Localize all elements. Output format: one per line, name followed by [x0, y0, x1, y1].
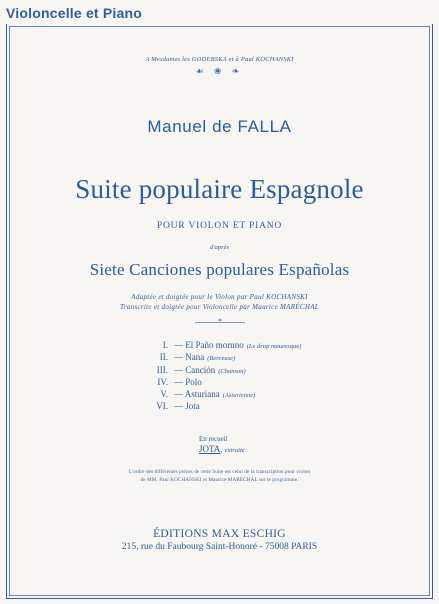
- movement-number: III.: [156, 364, 168, 375]
- credit-violin: Adaptée et doigtée pour le Violon par Paul KOCHANSKI: [131, 293, 308, 301]
- footnote-line: L'ordre des différentes pièces de cette Suite est celui de la transcription pour violon: [128, 469, 311, 475]
- movement-name: — El Paño moruno: [174, 340, 244, 350]
- movement-item: [148, 365, 388, 377]
- movement-name: — Asturiana: [174, 389, 220, 400]
- movement-name: — Jota: [174, 401, 200, 412]
- movement-number: V.: [160, 389, 168, 400]
- movement-number: I.: [162, 340, 168, 350]
- instrument-label: Violoncelle et Piano: [6, 5, 143, 21]
- movement-subtitle: (Chanson): [218, 367, 246, 375]
- footnote-line: de MM. Paul KOCHANSKI et Maurice MARÉCHAL sur le programme.: [140, 477, 299, 483]
- ornament-icon: ☙ ❀ ❧: [195, 66, 244, 76]
- composer-name: Manuel de FALLA: [147, 117, 292, 136]
- movement-item: [148, 389, 388, 401]
- extract-line: JOTA, extraite: [199, 444, 245, 454]
- extract-label: extraite: [224, 447, 245, 454]
- movement-number: IV.: [157, 376, 168, 387]
- divider-star-icon: *: [218, 317, 222, 326]
- movement-subtitle: (Asturienne): [222, 392, 256, 400]
- publisher-name: ÉDITIONS MAX ESCHIG: [153, 528, 286, 540]
- dedication: A Mesdames les GODEBSKA et à Paul KOCHANSKI: [145, 56, 294, 63]
- work-title: Suite populaire Espagnole: [75, 174, 364, 204]
- apres-label: d'après: [209, 244, 230, 251]
- movement-subtitle: (Le drap mauresque): [246, 343, 302, 350]
- movement-name: — Polo: [174, 376, 202, 387]
- movement-subtitle: (Berceuse): [207, 355, 236, 363]
- inner-border: [9, 26, 430, 596]
- credit-cello: Transcrite et doigtée pour Violoncelle par Maurice MARÉCHAL: [120, 303, 319, 311]
- movement-name: — Canción: [174, 364, 216, 375]
- movement-number: II.: [159, 352, 168, 363]
- recueil-label: En recueil: [199, 435, 228, 443]
- movement-number: VI.: [156, 401, 168, 412]
- movement-item: [148, 352, 388, 364]
- publisher-address: 215, rue du Faubourg Saint-Honoré - 75008 PARIS: [121, 542, 318, 552]
- movement-item: [148, 401, 388, 413]
- movement-item: [148, 377, 388, 389]
- movement-name: — Nana: [174, 352, 205, 363]
- movement-item: [148, 340, 388, 352]
- extract-name: JOTA: [199, 444, 221, 454]
- movement-list: [148, 340, 388, 414]
- work-subtitle: POUR VIOLON ET PIANO: [156, 221, 283, 231]
- source-title: Siete Canciones populares Españolas: [89, 260, 350, 279]
